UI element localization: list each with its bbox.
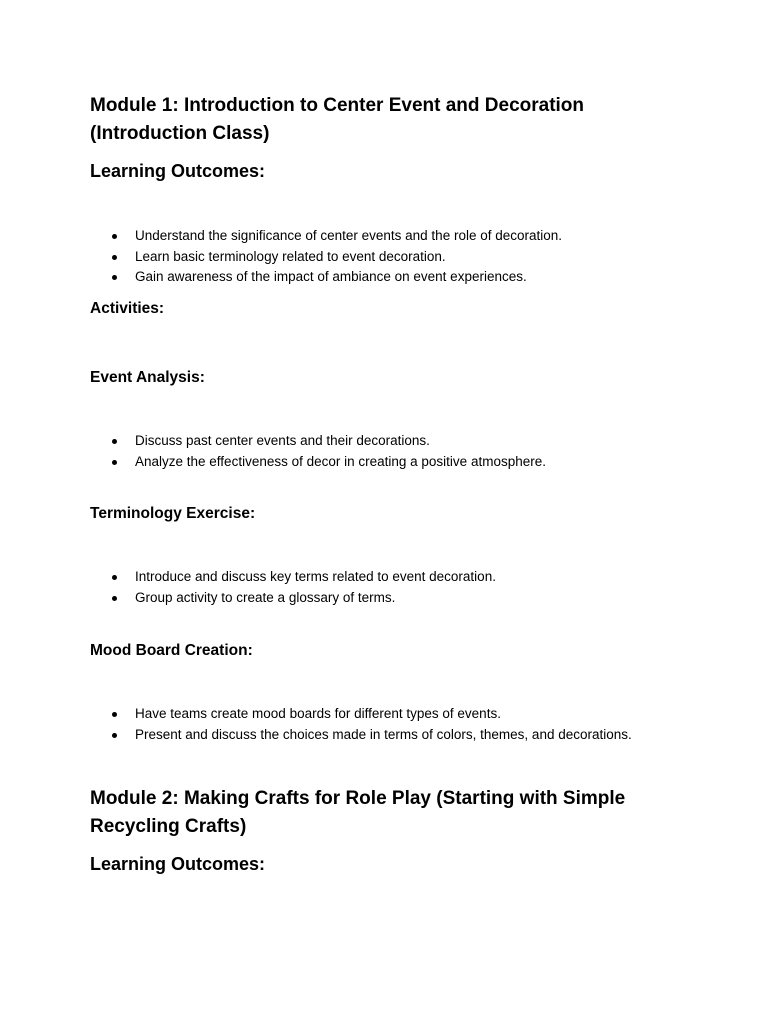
list-item-text: Understand the significance of center events and the role of decoration.: [135, 228, 563, 243]
list-item-text: Present and discuss the choices made in terms of colors, themes, and decorations.: [135, 726, 632, 742]
bullet-icon: [112, 255, 117, 260]
list-item-text: Gain awareness of the impact of ambiance on event experiences.: [135, 269, 527, 284]
bullet-icon: [112, 596, 117, 601]
terminology-exercise-heading: Terminology Exercise:: [90, 505, 256, 522]
bullet-icon: [112, 733, 117, 738]
mood-board-creation-heading: Mood Board Creation:: [90, 642, 253, 659]
bullet-icon: [112, 460, 117, 465]
list-item: [90, 431, 546, 452]
bullet-icon: [112, 439, 117, 444]
module-1-activities-heading: Activities:: [90, 300, 165, 317]
list-item-text: Have teams create mood boards for different types of events.: [135, 706, 501, 721]
list-item-text: Analyze the effectiveness of decor in creating a positive atmosphere.: [135, 453, 546, 469]
module-2-title: Module 2: Making Crafts for Role Play (Starting with Simple Recycling Crafts): [90, 788, 626, 837]
list-item: [90, 452, 546, 473]
event-analysis-list: [90, 431, 546, 472]
module-1-learning-outcomes-heading: Learning Outcomes:: [90, 161, 266, 181]
list-item-text: Discuss past center events and their decorations.: [135, 433, 430, 448]
bullet-icon: [112, 234, 117, 239]
list-item: [90, 247, 562, 268]
list-item-text: Learn basic terminology related to event decoration.: [135, 248, 446, 264]
list-item: [90, 704, 632, 725]
list-item: [90, 588, 496, 609]
list-item: [90, 226, 562, 247]
list-item-text: Introduce and discuss key terms related to event decoration.: [135, 569, 496, 584]
list-item: [90, 567, 496, 588]
module-1-learning-outcomes-list: [90, 226, 562, 288]
event-analysis-heading: Event Analysis:: [90, 369, 205, 386]
terminology-exercise-list: [90, 567, 496, 608]
module-2-learning-outcomes-heading: Learning Outcomes:: [90, 854, 266, 874]
bullet-icon: [112, 275, 117, 280]
list-item-text: Group activity to create a glossary of terms.: [135, 589, 396, 605]
mood-board-creation-list: [90, 704, 632, 745]
list-item: [90, 267, 562, 288]
module-1-title: Module 1: Introduction to Center Event and Decoration (Introduction Class): [90, 95, 585, 144]
bullet-icon: [112, 712, 117, 717]
bullet-icon: [112, 575, 117, 580]
list-item: [90, 725, 632, 746]
